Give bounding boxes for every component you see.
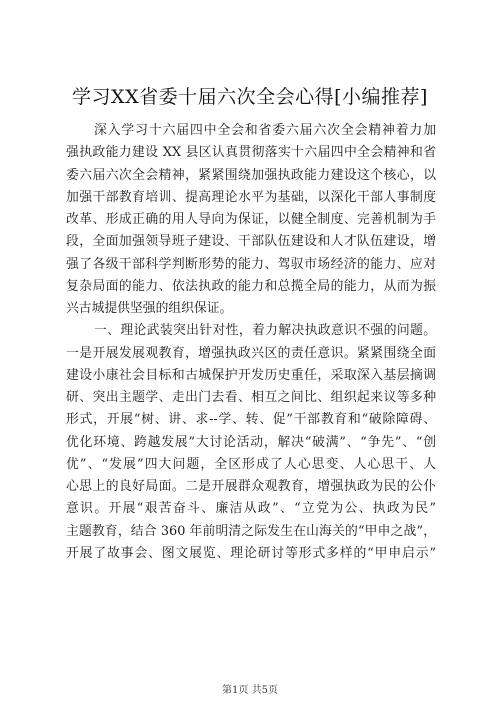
text-line: 强执政能力建设 XX 县区认真贯彻落实十六届四中全会精神和省 xyxy=(66,145,436,161)
text-line: 改革、形成正确的用人导向为保证，以健全制度、完善机制为手 xyxy=(66,212,436,227)
text-line: 段，全面加强领导班子建设、干部队伍建设和人才队伍建设，增 xyxy=(66,234,436,250)
text-line: 研、突出主题学、走出门去看、相互之间比、组织起来议等多种 xyxy=(66,390,436,405)
text-line: 深入学习十六届四中全会和省委六届六次全会精神着力加 xyxy=(94,123,436,138)
text-line: 优化环境、跨越发展”大讨论活动，解决“破满”、“争先”、“创 xyxy=(66,434,436,450)
text-line: 委六届六次全会精神，紧紧围绕加强执政能力建设这个核心，以 xyxy=(66,167,436,183)
text-line: 主题教育，结合 360 年前明清之际发生在山海关的“甲申之战”， xyxy=(66,523,436,539)
page-footer: 第1页 共5页 xyxy=(222,685,278,696)
text-line: 强了各级干部科学判断形势的能力、驾驭市场经济的能力、应对 xyxy=(66,256,436,272)
text-line: 优”、“发展”四大问题，全区形成了人心思变、人心思干、人 xyxy=(66,456,436,472)
text-line: 开展了故事会、图文展览、理论研讨等形式多样的“甲申启示” xyxy=(66,545,436,561)
text-line: 意识。开展“艰苦奋斗、廉洁从政”、“立党为公、执政为民” xyxy=(66,501,436,517)
text-line: 一是开展发展观教育，增强执政兴区的责任意识。紧紧围绕全面 xyxy=(66,345,436,361)
text-line: 复杂局面的能力、依法执政的能力和总揽全局的能力，从而为振 xyxy=(66,278,436,294)
document-body xyxy=(66,120,436,565)
text-line: 心思上的良好局面。二是开展群众观教育，增强执政为民的公仆 xyxy=(66,479,436,494)
document-title: 学习XX省委十届六次全会心得[小编推荐] xyxy=(72,86,428,108)
text-line: 一、理论武装突出针对性，着力解决执政意识不强的问题。 xyxy=(94,323,436,339)
text-line: 兴古城提供坚强的组织保证。 xyxy=(66,301,233,316)
text-line: 加强干部教育培训、提高理论水平为基础，以深化干部人事制度 xyxy=(66,189,436,205)
text-line: 建设小康社会目标和古城保护开发历史重任，采取深入基层摘调 xyxy=(66,367,436,383)
text-line: 形式，开展“树、讲、求--学、转、促”干部教育和“破除障碍、 xyxy=(66,412,436,428)
